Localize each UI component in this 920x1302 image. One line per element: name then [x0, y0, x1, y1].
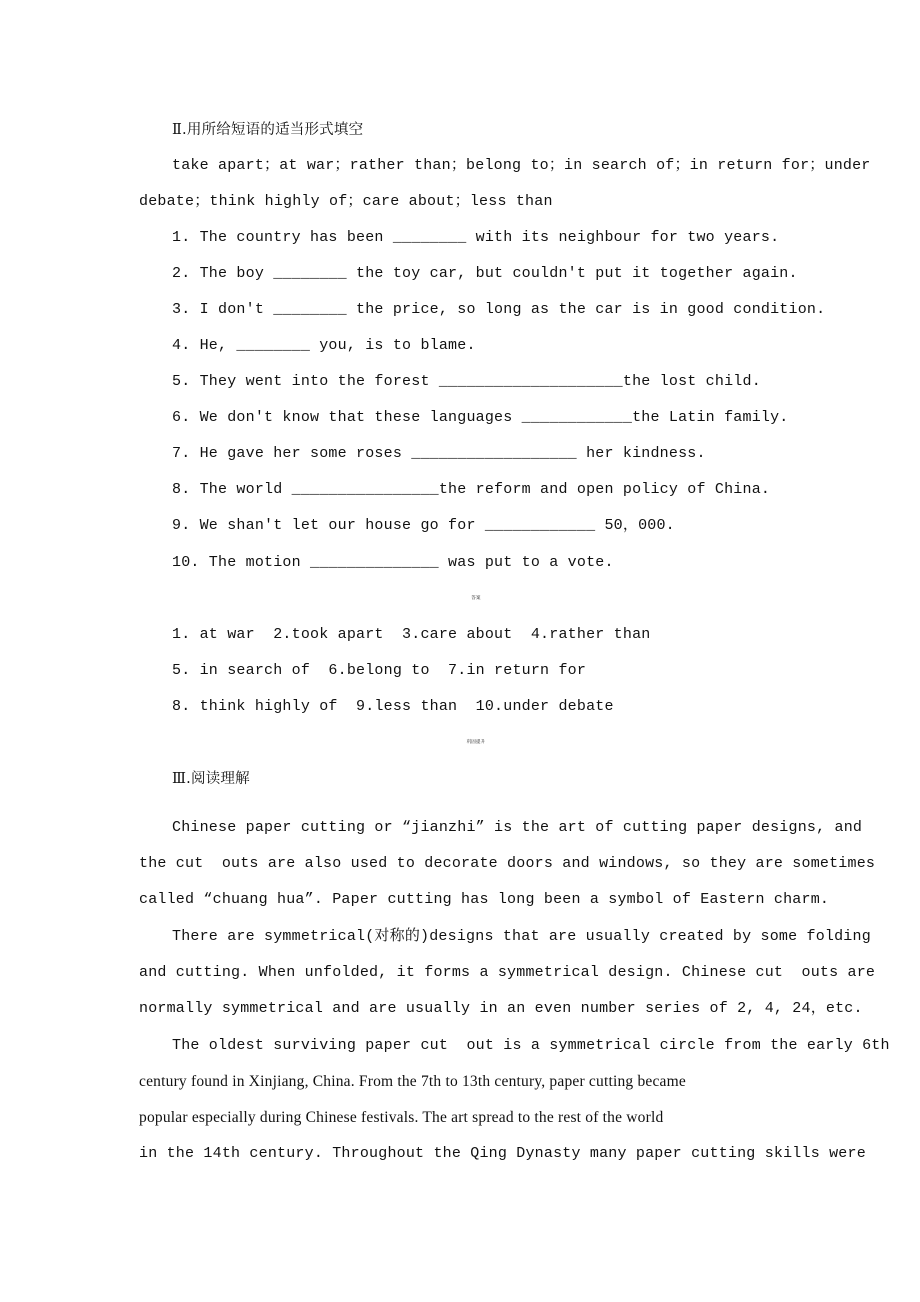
- question-2: 2. The boy ________ the toy car, but couldn't put it together again.: [172, 265, 798, 282]
- reading-line-9: popular especially during Chinese festivals. The art spread to the rest of the world: [139, 1109, 664, 1126]
- answer-line-3: 8. think highly of 9.less than 10.under debate: [172, 698, 614, 715]
- reading-line-4: There are symmetrical(对称的)designs that are usually created by some folding: [172, 928, 871, 945]
- consolidate-heading: 巩固提升: [466, 740, 486, 745]
- reading-line-1: Chinese paper cutting or “jianzhi” is the art of cutting paper designs, and: [172, 819, 863, 836]
- reading-line-5: and cutting. When unfolded, it forms a symmetrical design. Chinese cut outs are: [139, 964, 876, 981]
- phrase-bank-line-2: debate；think highly of；care about；less than: [139, 193, 553, 210]
- question-4: 4. He, ________ you, is to blame.: [172, 337, 476, 354]
- answers-heading: 答案: [471, 596, 481, 601]
- phrase-bank-line-1: take apart；at war；rather than；belong to；in search of；in return for；under: [172, 157, 871, 174]
- reading-line-6: normally symmetrical and are usually in an even number series of 2, 4, 24，etc.: [139, 1000, 863, 1017]
- reading-line-3: called “chuang hua”. Paper cutting has long been a symbol of Eastern charm.: [139, 891, 830, 908]
- reading-line-7: The oldest surviving paper cut out is a symmetrical circle from the early 6th: [172, 1037, 890, 1054]
- question-1: 1. The country has been ________ with its neighbour for two years.: [172, 229, 780, 246]
- reading-line-10: in the 14th century. Throughout the Qing Dynasty many paper cutting skills were: [139, 1145, 866, 1162]
- question-9: 9. We shan't let our house go for ____________ 50，000.: [172, 517, 675, 534]
- answer-line-2: 5. in search of 6.belong to 7.in return for: [172, 662, 587, 679]
- question-5: 5. They went into the forest ____________________the lost child.: [172, 373, 761, 390]
- question-10: 10. The motion ______________ was put to a vote.: [172, 554, 614, 571]
- section-2-heading: Ⅱ.用所给短语的适当形式填空: [172, 122, 364, 138]
- question-7: 7. He gave her some roses __________________ her kindness.: [172, 445, 706, 462]
- question-8: 8. The world ________________the reform and open policy of China.: [172, 481, 771, 498]
- question-6: 6. We don't know that these languages ____________the Latin family.: [172, 409, 789, 426]
- answer-line-1: 1. at war 2.took apart 3.care about 4.rather than: [172, 626, 651, 643]
- question-3: 3. I don't ________ the price, so long as the car is in good condition.: [172, 301, 826, 318]
- section-3-heading: Ⅲ.阅读理解: [172, 771, 250, 787]
- reading-line-2: the cut outs are also used to decorate doors and windows, so they are sometimes: [139, 855, 876, 872]
- reading-line-8: century found in Xinjiang, China. From the 7th to 13th century, paper cutting became: [139, 1073, 686, 1090]
